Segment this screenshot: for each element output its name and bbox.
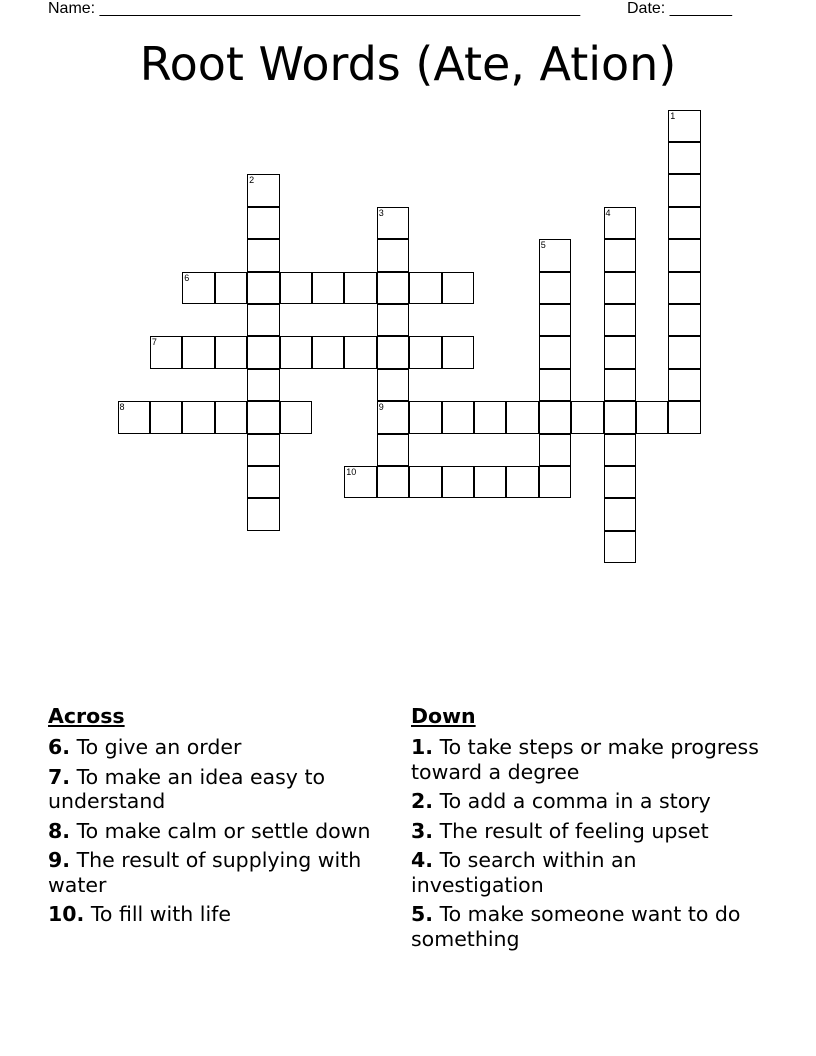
clue-down-2 (411, 789, 761, 814)
clue-down-4 (411, 848, 761, 897)
crossword-cell[interactable] (539, 239, 572, 272)
clue-number: 8. (48, 818, 71, 843)
crossword-cell[interactable] (668, 174, 701, 207)
clue-text: To make an idea easy to understand (48, 764, 326, 813)
crossword-cell[interactable] (280, 401, 313, 434)
clue-number: 6. (48, 735, 71, 759)
crossword-cell[interactable] (344, 272, 377, 305)
crossword-cell[interactable] (409, 466, 442, 499)
crossword-cell[interactable] (668, 272, 701, 305)
down-heading: Down (411, 704, 476, 728)
crossword-cell[interactable] (604, 304, 637, 337)
puzzle-title: Root Words (Ate, Ation) (139, 37, 677, 91)
clue-text: The result of supplying with water (48, 848, 362, 897)
cell-number: 5 (540, 240, 546, 251)
crossword-cell[interactable] (442, 401, 475, 434)
crossword-cell[interactable] (409, 272, 442, 305)
clue-across-10 (48, 902, 378, 927)
crossword-cell[interactable] (474, 466, 507, 499)
clue-text: To fill with life (84, 902, 231, 926)
clue-across-7 (48, 765, 378, 814)
crossword-cell[interactable] (409, 401, 442, 434)
cell-number: 10 (346, 466, 357, 477)
crossword-cell[interactable] (604, 239, 637, 272)
crossword-cell[interactable] (247, 498, 280, 531)
clue-text: To give an order (70, 735, 242, 759)
crossword-cell[interactable] (506, 401, 539, 434)
crossword-cell[interactable] (377, 369, 410, 402)
crossword-cell[interactable] (312, 336, 345, 369)
crossword-cell[interactable] (150, 401, 183, 434)
crossword-cell[interactable] (312, 272, 345, 305)
across-clues (48, 703, 378, 932)
clue-across-9 (48, 848, 378, 897)
cell-number: 9 (378, 402, 384, 413)
crossword-cell[interactable] (539, 369, 572, 402)
crossword-cell[interactable] (247, 336, 280, 369)
crossword-cell[interactable] (280, 336, 313, 369)
across-heading: Across (48, 704, 125, 728)
crossword-cell[interactable] (539, 272, 572, 305)
crossword-cell[interactable] (215, 401, 248, 434)
crossword-cell[interactable] (604, 272, 637, 305)
crossword-cell[interactable] (442, 466, 475, 499)
crossword-cell[interactable] (377, 466, 410, 499)
clue-across-6 (48, 735, 378, 760)
clue-text: The result of feeling upset (433, 818, 709, 843)
crossword-cell[interactable] (182, 336, 215, 369)
crossword-cell[interactable] (636, 401, 669, 434)
crossword-cell[interactable] (604, 434, 637, 467)
crossword-cell[interactable] (539, 466, 572, 499)
crossword-cell[interactable] (474, 401, 507, 434)
crossword-cell[interactable] (247, 466, 280, 499)
crossword-cell[interactable] (409, 336, 442, 369)
crossword-cell[interactable] (604, 466, 637, 499)
crossword-cell[interactable] (182, 272, 215, 305)
crossword-cell[interactable] (604, 531, 637, 564)
crossword-cell[interactable] (668, 401, 701, 434)
crossword-cell[interactable] (182, 401, 215, 434)
crossword-cell[interactable] (215, 272, 248, 305)
crossword-cell[interactable] (668, 336, 701, 369)
date-field-label: Date: _______ (627, 0, 732, 17)
name-field-label: Name: ______________________________________________________ (48, 0, 581, 17)
crossword-cell[interactable] (377, 272, 410, 305)
crossword-cell[interactable] (539, 336, 572, 369)
cell-number: 1 (670, 110, 676, 121)
clue-number: 3. (411, 818, 434, 843)
crossword-cell[interactable] (247, 401, 280, 434)
crossword-cell[interactable] (442, 336, 475, 369)
clue-down-3 (411, 819, 761, 844)
crossword-cell[interactable] (247, 239, 280, 272)
crossword-cell[interactable] (344, 466, 377, 499)
down-clues (411, 703, 761, 956)
crossword-cell[interactable] (377, 207, 410, 240)
crossword-cell[interactable] (668, 304, 701, 337)
clue-number: 7. (48, 764, 71, 789)
crossword-cell[interactable] (668, 142, 701, 175)
crossword-cell[interactable] (280, 272, 313, 305)
cell-number: 8 (119, 402, 125, 413)
clue-number: 9. (48, 848, 71, 872)
clue-down-5 (411, 902, 761, 951)
clue-across-8 (48, 819, 378, 844)
crossword-cell[interactable] (571, 401, 604, 434)
clue-number: 4. (411, 848, 434, 872)
crossword-cell[interactable] (377, 434, 410, 467)
clue-number: 1. (411, 735, 434, 759)
crossword-cell[interactable] (668, 369, 701, 402)
crossword-cell[interactable] (604, 336, 637, 369)
crossword-cell[interactable] (118, 401, 151, 434)
crossword-cell[interactable] (668, 207, 701, 240)
crossword-cell[interactable] (377, 401, 410, 434)
crossword-cell[interactable] (668, 239, 701, 272)
clue-text: To make calm or settle down (70, 818, 371, 843)
cell-number: 3 (378, 207, 384, 218)
crossword-cell[interactable] (604, 207, 637, 240)
crossword-cell[interactable] (442, 272, 475, 305)
cell-number: 4 (605, 207, 611, 218)
clue-number: 10. (48, 902, 85, 926)
crossword-cell[interactable] (604, 369, 637, 402)
clue-text: To add a comma in a story (433, 789, 711, 813)
crossword-cell[interactable] (539, 304, 572, 337)
crossword-cell[interactable] (247, 369, 280, 402)
crossword-cell[interactable] (150, 336, 183, 369)
crossword-cell[interactable] (215, 336, 248, 369)
clue-number: 2. (411, 789, 434, 813)
crossword-cell[interactable] (344, 336, 377, 369)
clue-text: To make someone want to do something (411, 902, 741, 951)
clue-number: 5. (411, 902, 434, 926)
clue-text: To search within an investigation (411, 848, 637, 897)
crossword-cell[interactable] (539, 434, 572, 467)
crossword-cell[interactable] (247, 304, 280, 337)
cell-number: 6 (184, 272, 190, 283)
crossword-cell[interactable] (604, 498, 637, 531)
crossword-cell[interactable] (247, 272, 280, 305)
crossword-cell[interactable] (668, 110, 701, 143)
crossword-cell[interactable] (377, 336, 410, 369)
crossword-cell[interactable] (539, 401, 572, 434)
clue-text: To take steps or make progress toward a degree (411, 735, 759, 784)
crossword-cell[interactable] (377, 304, 410, 337)
crossword-cell[interactable] (506, 466, 539, 499)
cell-number: 2 (249, 175, 255, 186)
crossword-cell[interactable] (247, 207, 280, 240)
cell-number: 7 (151, 337, 157, 348)
crossword-cell[interactable] (604, 401, 637, 434)
crossword-cell[interactable] (377, 239, 410, 272)
crossword-cell[interactable] (247, 434, 280, 467)
clue-down-1 (411, 735, 761, 784)
crossword-cell[interactable] (247, 174, 280, 207)
